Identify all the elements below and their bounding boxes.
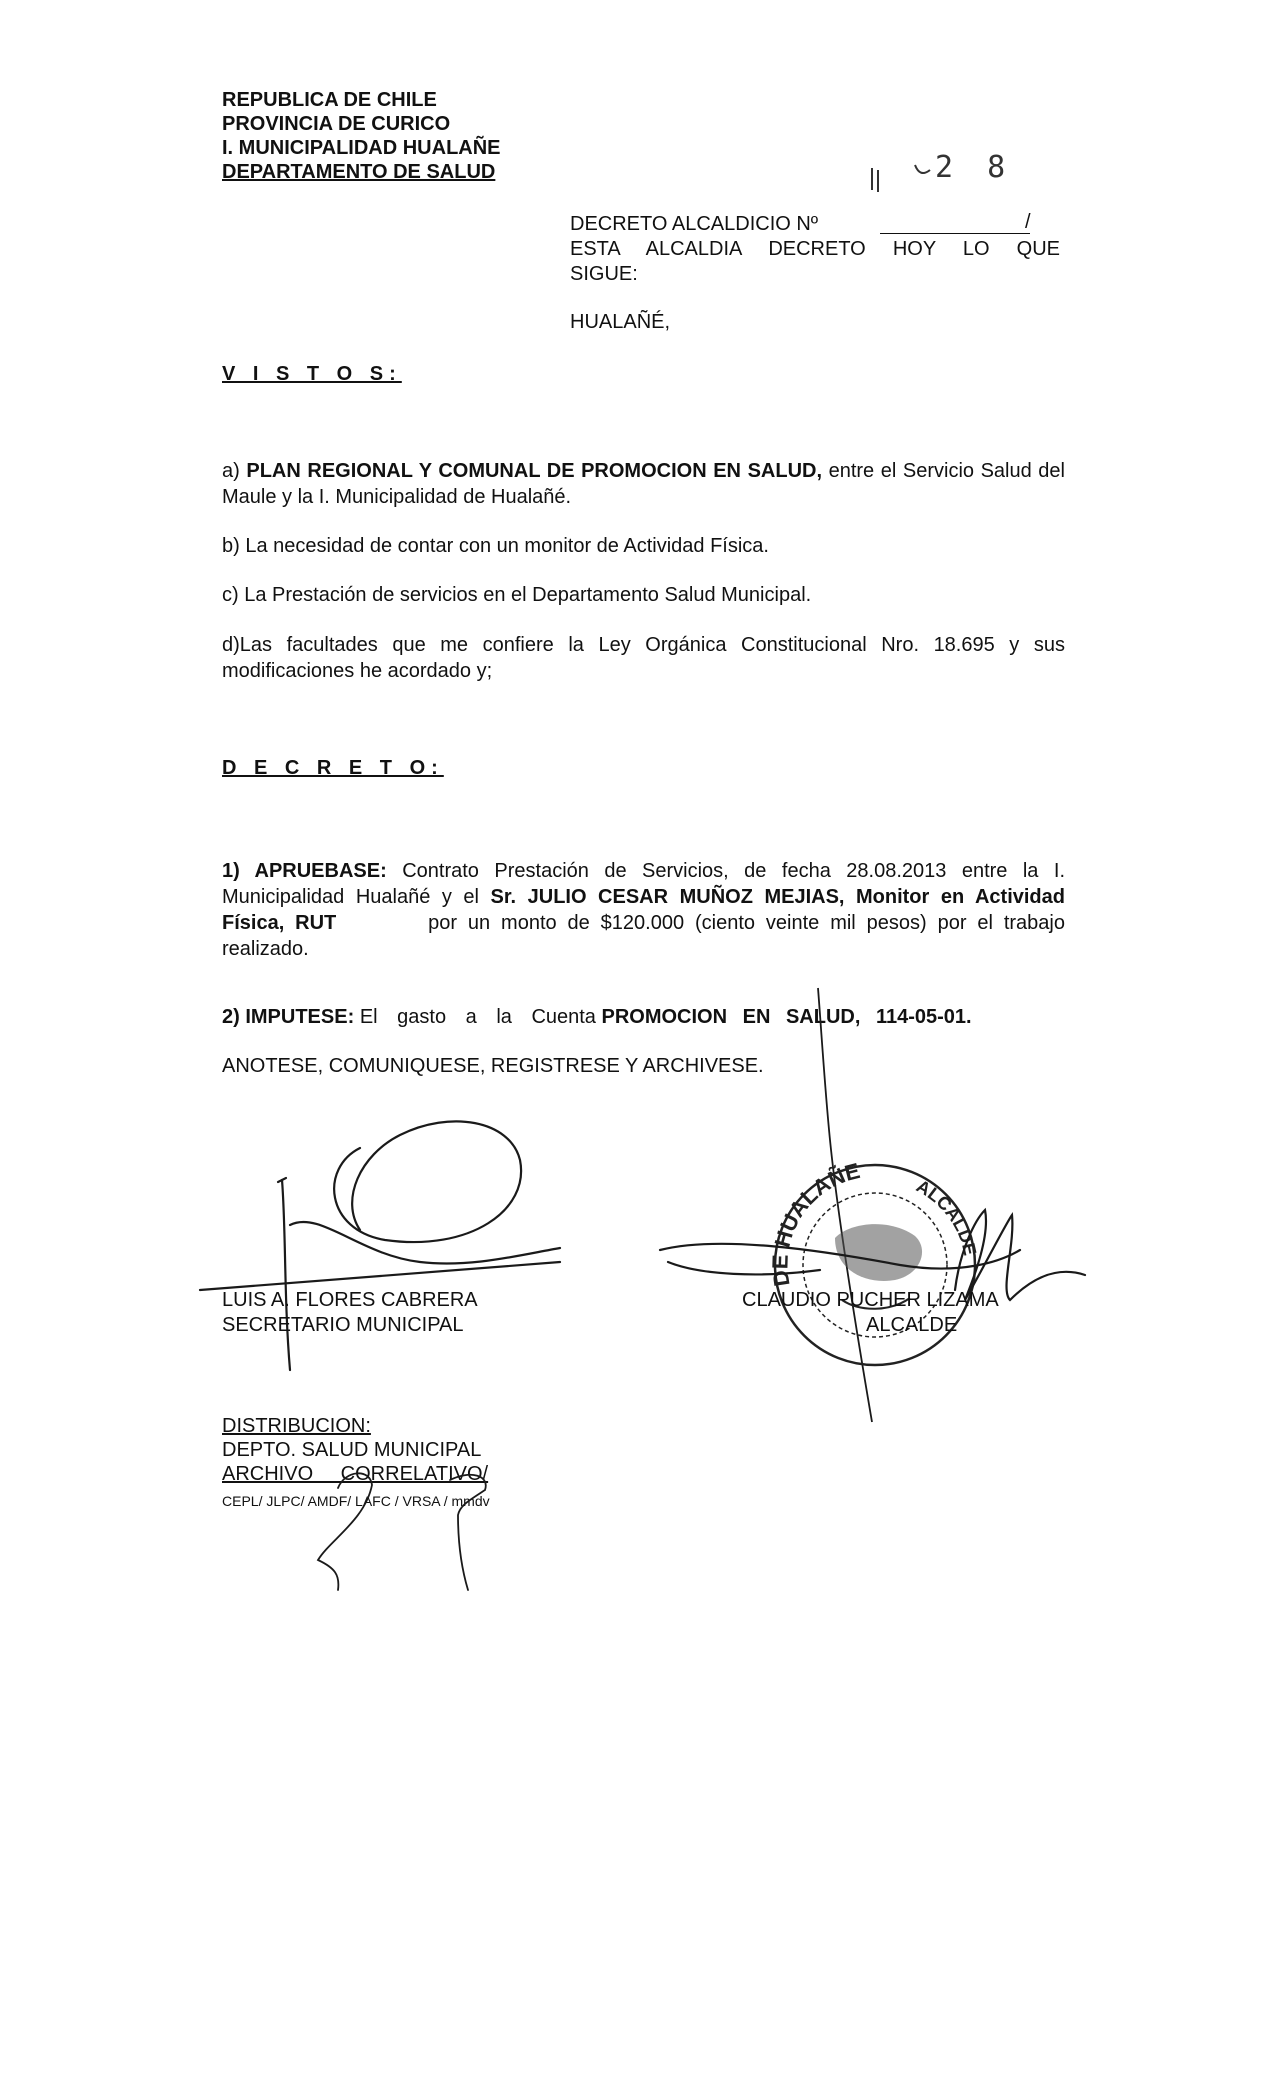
header-municipality: I. MUNICIPALIDAD HUALAÑE [222,137,501,159]
decreto-2-label: 2) IMPUTESE: [222,1006,355,1028]
decreto-1-bold: Sr. JULIO CESAR MUÑOZ MEJIAS, Monitor en Actividad Física, RUT [222,886,1065,934]
decreto-2-text: El gasto a la Cuenta [359,1006,596,1028]
stamped-number: 2 8 [935,150,1014,185]
left-signer-title: SECRETARIO MUNICIPAL [222,1314,464,1336]
vistos-item-d: d)Las facultades que me confiere la Ley Orgánica Constitucional Nro. 18.695 y sus modificaciones he acordado y; [222,634,1065,682]
decree-number-label: DECRETO ALCALDICIO Nº [570,213,819,235]
distribution-heading: DISTRIBUCION: [222,1415,371,1437]
decreto-1-label: 1) APRUEBASE: [222,860,387,882]
decree-line-2: ESTA ALCALDIA DECRETO HOY LO QUE [570,238,1060,260]
decreto-1-text1: Contrato Prestación de Servicios, de fecha 28.08.2013 entre la I. Municipalidad Hualañé y el [222,860,1066,908]
decreto-2-bold: PROMOCION EN SALUD, 114-05-01. [601,1006,972,1028]
closing-formula: ANOTESE, COMUNIQUESE, REGISTRESE Y ARCHIVESE. [222,1055,764,1077]
decree-line-3: SIGUE: [570,263,638,285]
vistos-heading: V I S T O S: [222,363,402,385]
header-province: PROVINCIA DE CURICO [222,113,451,135]
vistos-item-b: b) La necesidad de contar con un monitor de Actividad Física. [222,535,769,557]
decree-number-slash: / [1025,211,1031,233]
decree-place: HUALAÑÉ, [570,311,671,333]
vistos-a-rest: entre el Servicio Salud del Maule y la I. Municipalidad de Hualañé. [222,460,1065,508]
decreto-heading: D E C R E T O: [222,757,444,779]
right-signer-title: ALCALDE [866,1314,958,1336]
header-department: DEPARTAMENTO DE SALUD [222,161,496,183]
right-signer-name: CLAUDIO PUCHER LIZAMA [742,1289,999,1311]
seal-text-path: DE HUALAÑE [767,1158,863,1288]
left-signer-name: LUIS A. FLORES CABRERA [222,1289,478,1311]
distribution-line-1: DEPTO. SALUD MUNICIPAL [222,1439,482,1461]
vistos-a-bold: PLAN REGIONAL Y COMUNAL DE PROMOCION EN SALUD, [246,460,823,482]
seal-side-text-path: ALCALDE [913,1175,981,1258]
vistos-item-c: c) La Prestación de servicios en el Departamento Salud Municipal. [222,584,812,606]
vistos-a-label: a) [222,460,240,482]
decreto-1-text2: por un monto de $120.000 (ciento veinte mil pesos) por el trabajo realizado. [222,912,1065,960]
distribution-initials: CEPL/ JLPC/ AMDF/ LAFC / VRSA / mmdv [222,1493,490,1509]
header-republic: REPUBLICA DE CHILE [222,89,437,111]
distribution-line-2: ARCHIVO CORRELATIVO/ [222,1463,489,1485]
